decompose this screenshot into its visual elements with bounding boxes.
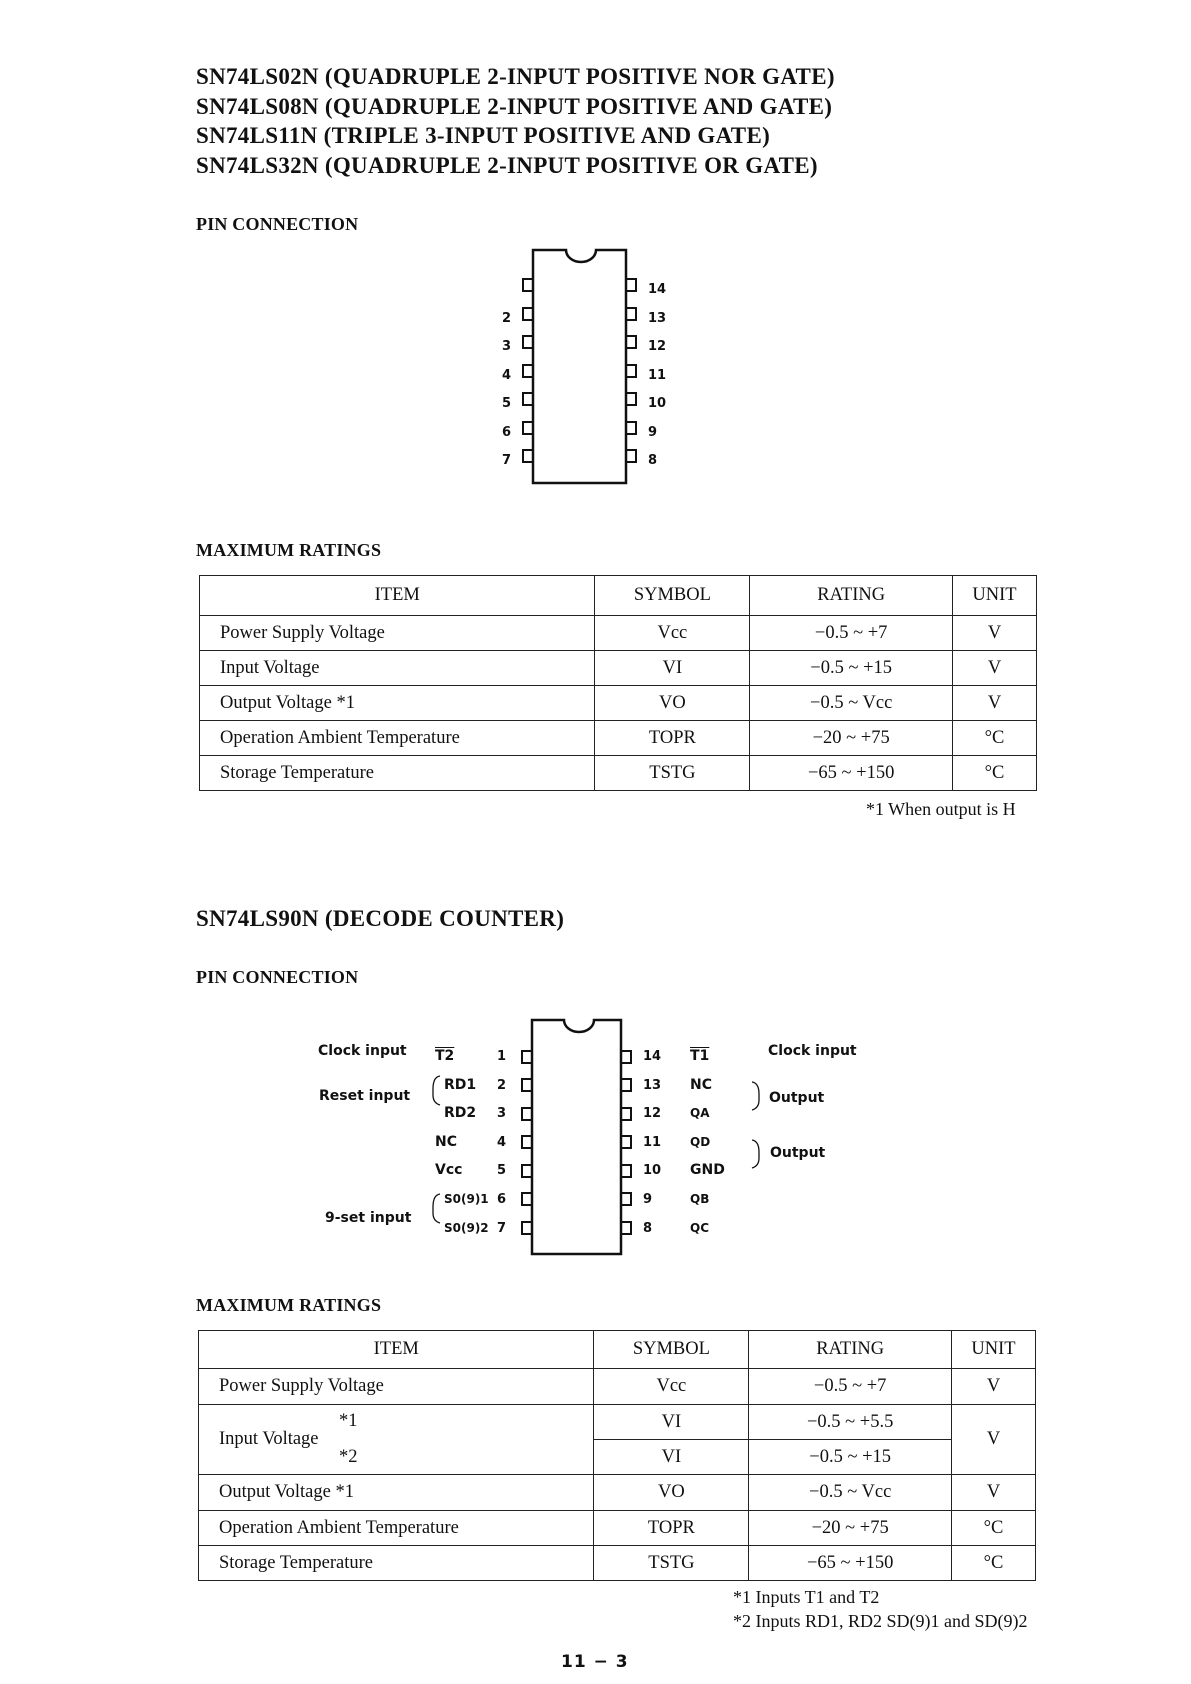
pin-number: 3 [501,339,511,354]
cell-unit: V [952,1369,1036,1405]
cell-item: Output Voltage *1 [199,1475,594,1511]
cell-item: Output Voltage *1 [200,686,595,721]
ratings-table [198,1330,1036,1581]
page-number: 11 − 3 [561,1652,629,1672]
signal-name: S0(9)2 [444,1220,489,1235]
title-line: SN74LS02N (QUADRUPLE 2-INPUT POSITIVE NOR GATE) [196,64,835,89]
group-label: Reset input [319,1088,411,1104]
left-pin-numbers [492,1043,506,1243]
cell-unit: °C [953,721,1037,756]
header-symbol: SYMBOL [594,1331,749,1369]
group-label: 9-set input [325,1210,412,1226]
pin-number: 6 [501,424,511,440]
pin-number: 11 [648,367,667,383]
table-row [199,1405,1036,1440]
cell-symbol: VO [594,1475,749,1511]
cell-unit: V [953,651,1037,686]
header-unit: UNIT [953,576,1037,616]
pin-number: 9 [648,424,658,440]
cell-rating: −65 ~ +150 [750,756,953,791]
left-pin-numbers [493,276,511,476]
pin-number: 1 [496,1049,506,1064]
signal-name: QB [690,1191,710,1206]
pin-number: 10 [648,396,667,411]
footnote: *1 Inputs T1 and T2 [733,1587,880,1607]
signal-name: GND [690,1162,725,1179]
cell-item: Power Supply Voltage [199,1369,594,1405]
signal-name: T1 [690,1048,710,1064]
signal-name: NC [435,1133,457,1150]
cell-item: Operation Ambient Temperature [199,1511,594,1546]
pin-number: 10 [643,1163,662,1179]
group-label: Clock input [768,1043,857,1059]
pin-number: 2 [501,310,511,326]
table-header-row [199,1331,1036,1369]
cell-symbol: Vcc [594,1369,749,1405]
table-row [199,1546,1036,1581]
table-header-row [200,576,1037,616]
pin-number: 5 [496,1163,506,1179]
pin-number: 11 [643,1134,662,1150]
table-row [200,721,1037,756]
brace-lines [750,1078,762,1178]
header-item: ITEM [200,576,595,616]
cell-symbol: TOPR [595,721,750,756]
right-pin-numbers [643,1043,661,1243]
pin-number: 2 [496,1077,506,1093]
title-line: SN74LS08N (QUADRUPLE 2-INPUT POSITIVE AND GATE) [196,93,833,119]
table-row [199,1511,1036,1546]
signal-name: RD2 [444,1105,477,1122]
cell-unit: V [953,686,1037,721]
group-label: Output [770,1145,826,1161]
pin-number: 6 [496,1191,506,1207]
table-row [200,686,1037,721]
section-title: SN74LS90N (DECODE COUNTER) [196,906,565,931]
cell-rating: −0.5 ~ +7 [750,616,953,651]
pin-connection-heading: PIN CONNECTION [196,214,359,234]
cell-unit: °C [952,1546,1036,1581]
cell-rating: −20 ~ +75 [749,1511,952,1546]
footnote: *1 When output is H [866,799,1016,819]
cell-unit: V [952,1405,1036,1475]
signal-name: NC [690,1076,712,1093]
signal-name: QC [690,1220,710,1235]
header-rating: RATING [750,576,953,616]
cell-item: Power Supply Voltage [200,616,595,651]
table-row [200,756,1037,791]
signal-name: S0(9)1 [444,1191,489,1206]
cell-symbol: VI [594,1405,749,1440]
cell-symbol: VI [595,651,750,686]
right-signal-list [690,1042,725,1242]
left-signal-list [435,1042,489,1242]
pin-number [493,276,511,305]
title-line: SN74LS11N (TRIPLE 3-INPUT POSITIVE AND GATE) [196,123,771,148]
header-unit: UNIT [952,1331,1036,1369]
maximum-ratings-heading: MAXIMUM RATINGS [196,1295,382,1315]
header-symbol: SYMBOL [595,576,750,616]
pin-number: 4 [496,1134,506,1150]
cell-item: Input Voltage [200,651,595,686]
pin-number: 5 [501,396,511,411]
ic-package-14pin [500,243,640,488]
signal-name: QD [690,1134,711,1149]
pin-number: 8 [643,1220,653,1236]
cell-symbol: TSTG [595,756,750,791]
cell-rating: −0.5 ~ +15 [749,1440,952,1475]
maximum-ratings-heading: MAXIMUM RATINGS [196,540,382,560]
pin-number: 14 [648,282,667,297]
cell-rating: −0.5 ~ Vcc [749,1475,952,1511]
pin-number: 7 [501,453,511,468]
pin-number: 12 [648,339,667,354]
cell-item: Operation Ambient Temperature [200,721,595,756]
header-item: ITEM [199,1331,594,1369]
cell-unit: V [953,616,1037,651]
group-label: Clock input [318,1043,407,1059]
cell-symbol: TSTG [594,1546,749,1581]
cell-rating: −65 ~ +150 [749,1546,952,1581]
cell-rating: −20 ~ +75 [750,721,953,756]
ic-package-14pin [508,1016,650,1259]
group-label: Output [769,1090,825,1106]
table-row [199,1369,1036,1405]
signal-name: T2 [435,1048,455,1064]
cell-rating: −0.5 ~ +15 [750,651,953,686]
cell-symbol: VO [595,686,750,721]
right-pin-numbers [648,276,666,476]
pin-number: 4 [501,367,511,383]
pin-number: 13 [648,310,667,326]
cell-symbol: VI [594,1440,749,1475]
header-rating: RATING [749,1331,952,1369]
pin-number: 7 [496,1220,506,1236]
note-marker: *2 [339,1447,358,1467]
pin-number: 3 [496,1106,506,1122]
table-row [200,616,1037,651]
cell-symbol: TOPR [594,1511,749,1546]
cell-item: Storage Temperature [199,1546,594,1581]
pin-connection-heading: PIN CONNECTION [196,967,359,987]
pin-number: 8 [648,453,658,468]
cell-symbol: Vcc [595,616,750,651]
cell-rating: −0.5 ~ +5.5 [749,1405,952,1440]
cell-rating: −0.5 ~ +7 [749,1369,952,1405]
cell-item [199,1405,594,1475]
item-label: Input Voltage [219,1429,319,1449]
cell-unit: °C [952,1511,1036,1546]
signal-name: QA [690,1106,710,1121]
note-marker: *1 [339,1411,358,1431]
cell-unit: V [952,1475,1036,1511]
cell-rating: −0.5 ~ Vcc [750,686,953,721]
signal-name: RD1 [444,1076,477,1093]
pin-number: 12 [643,1106,662,1122]
table-row [200,651,1037,686]
pin-number: 14 [643,1049,662,1064]
signal-name: Vcc [435,1162,463,1179]
pin-number: 13 [643,1077,662,1093]
title-line: SN74LS32N (QUADRUPLE 2-INPUT POSITIVE OR GATE) [196,152,818,178]
ratings-table [199,575,1037,791]
table-row [199,1475,1036,1511]
device-titles [196,62,835,180]
pin-number: 9 [643,1191,653,1207]
cell-unit: °C [953,756,1037,791]
footnote: *2 Inputs RD1, RD2 SD(9)1 and SD(9)2 [733,1611,1028,1631]
cell-item: Storage Temperature [200,756,595,791]
